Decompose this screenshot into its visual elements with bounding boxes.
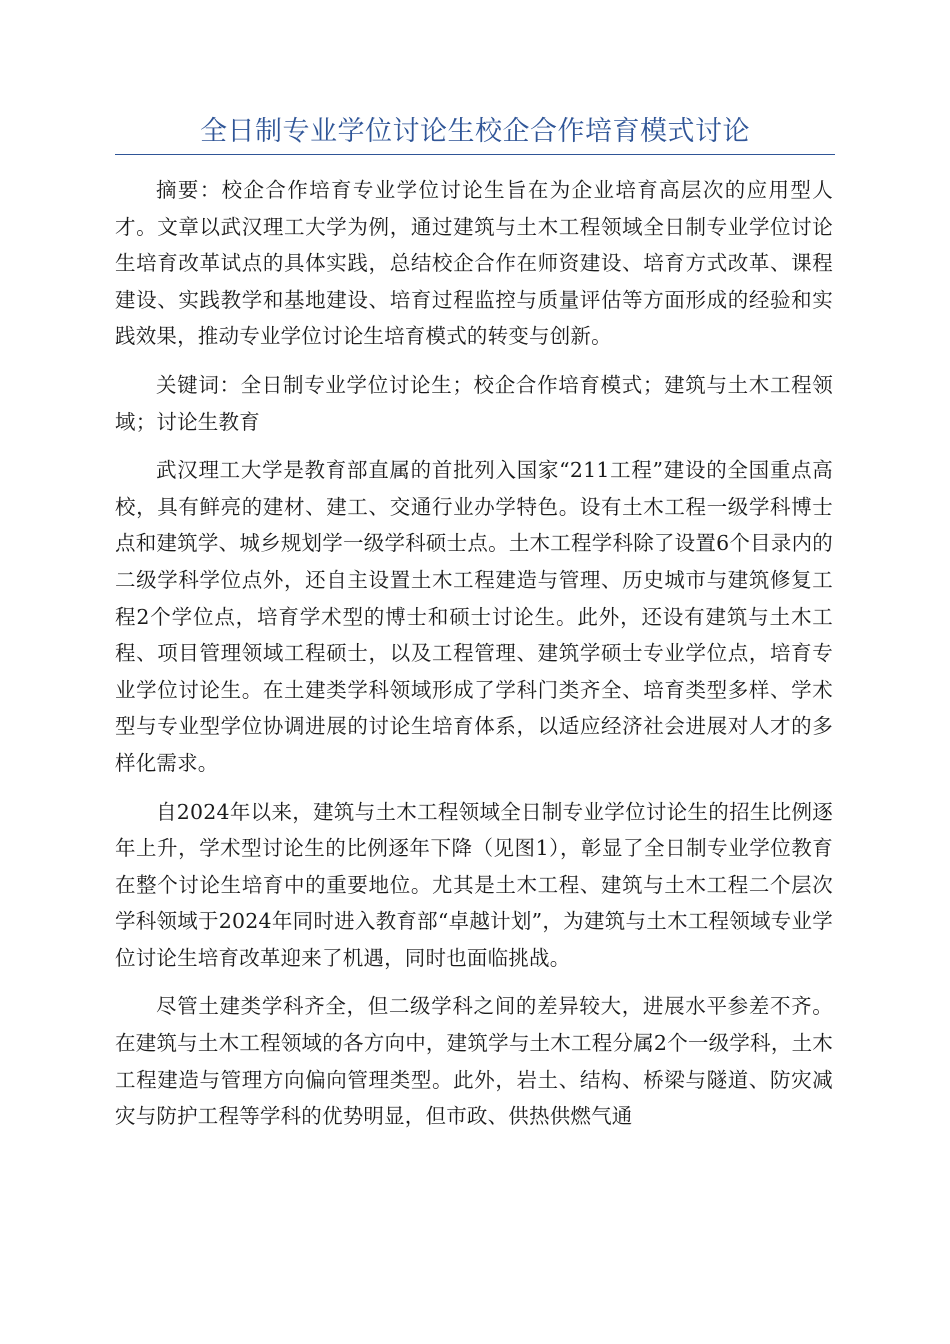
- document-title: 全日制专业学位讨论生校企合作培育模式讨论: [200, 116, 750, 147]
- title-underline-rule: [115, 154, 835, 155]
- body-paragraph-1: 武汉理工大学是教育部直属的首批列入国家“211工程”建设的全国重点高校，具有鲜亮的建材、建工、交通行业办学特色。设有土木工程一级学科博士点和建筑学、城乡规划学一级学科硕士点。土木工程学科除了设置6个目录内的二级学科学位点外，还自主设置土木工程建造与管理、历史城市与建筑修复工程2个学位点，培育学术型的博士和硕士讨论生。此外，还设有建筑与土木工程、项目管理领域工程硕士，以及工程管理、建筑学硕士专业学位点，培育专业学位讨论生。在土建类学科领域形成了学科门类齐全、培育类型多样、学术型与专业型学位协调进展的讨论生培育体系，以适应经济社会进展对人才的多样化需求。: [115, 458, 833, 775]
- keywords-paragraph: 关键词：全日制专业学位讨论生；校企合作培育模式；建筑与土木工程领域；讨论生教育: [115, 372, 833, 434]
- document-body: [115, 172, 833, 1147]
- abstract-paragraph: 摘要：校企合作培育专业学位讨论生旨在为企业培育高层次的应用型人才。文章以武汉理工大学为例，通过建筑与土木工程领域全日制专业学位讨论生培育改革试点的具体实践，总结校企合作在师资建设、培育方式改革、课程建设、实践教学和基地建设、培育过程监控与质量评估等方面形成的经验和实践效果，推动专业学位讨论生培育模式的转变与创新。: [115, 178, 833, 349]
- body-paragraph-2: 自2024年以来，建筑与土木工程领域全日制专业学位讨论生的招生比例逐年上升，学术型讨论生的比例逐年下降（见图1），彰显了全日制专业学位教育在整个讨论生培育中的重要地位。尤其是土木工程、建筑与土木工程二个层次学科领域于2024年同时进入教育部“卓越计划”，为建筑与土木工程领域专业学位讨论生培育改革迎来了机遇，同时也面临挑战。: [115, 799, 833, 970]
- body-paragraph-3: 尽管土建类学科齐全，但二级学科之间的差异较大，进展水平参差不齐。在建筑与土木工程领域的各方向中，建筑学与土木工程分属2个一级学科，土木工程建造与管理方向偏向管理类型。此外，岩土、结构、桥梁与隧道、防灾减灾与防护工程等学科的优势明显，但市政、供热供燃气通: [115, 994, 833, 1129]
